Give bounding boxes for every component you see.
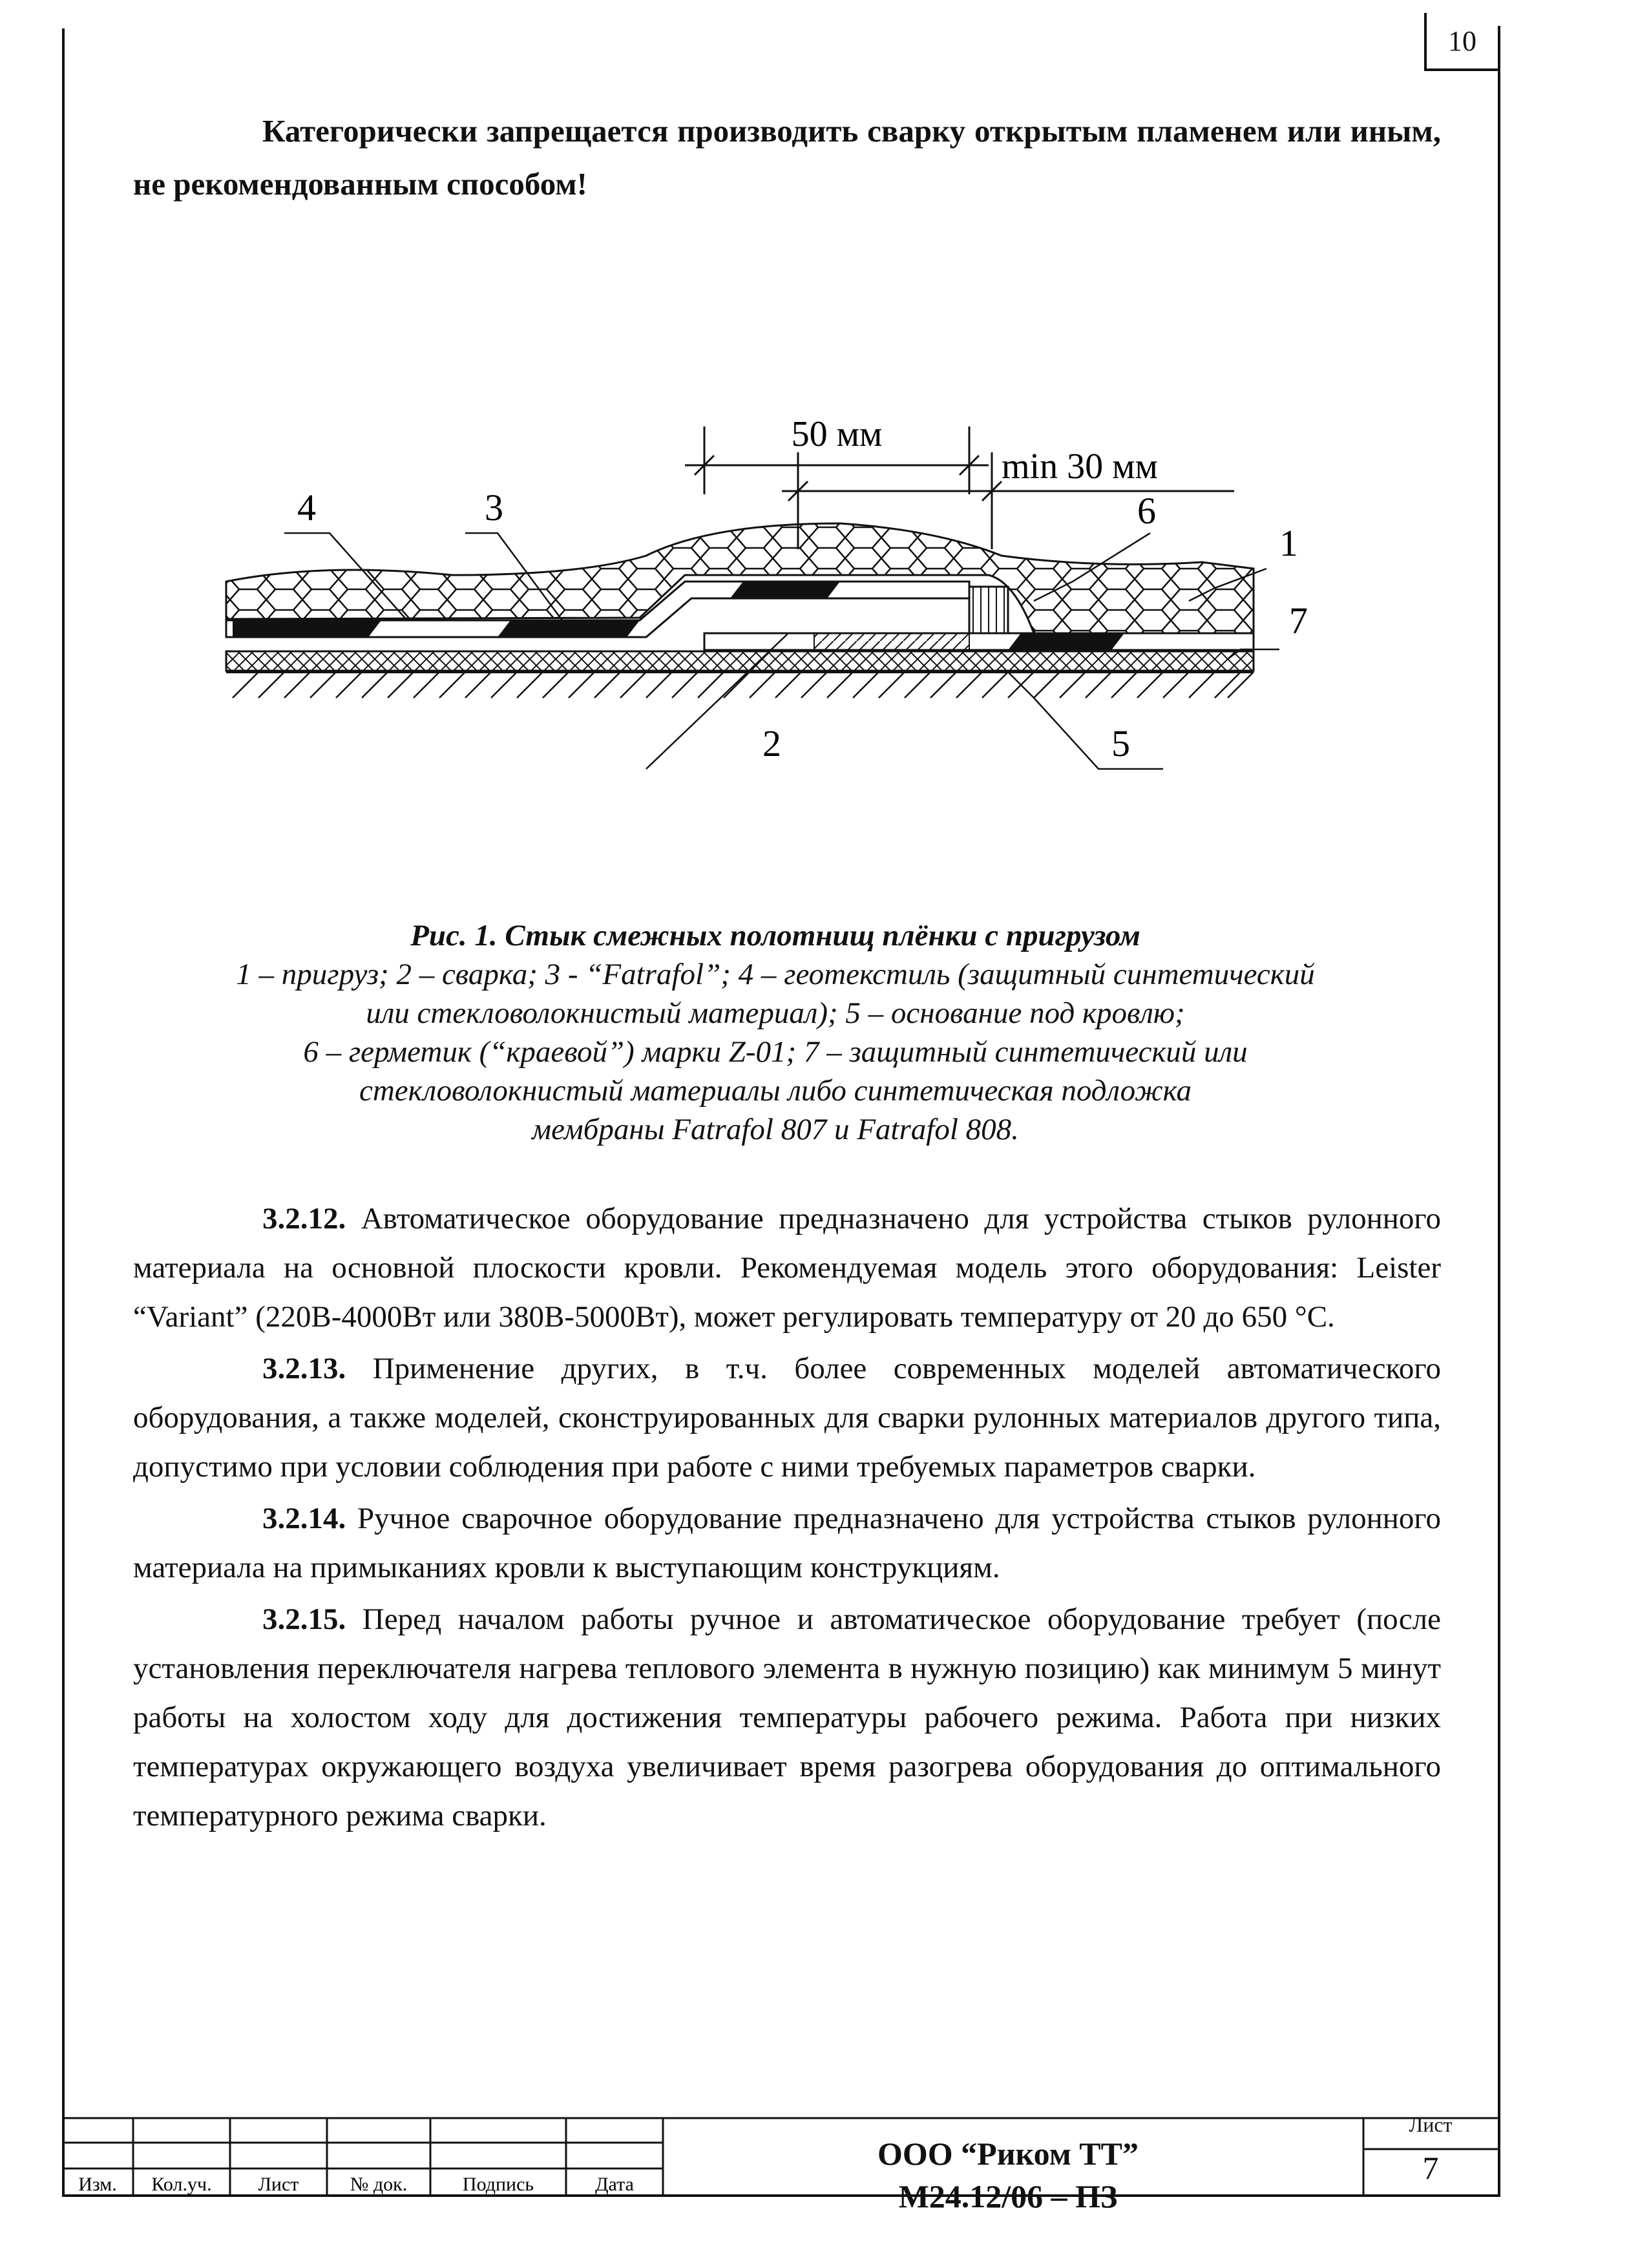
caption-line: мембраны Fatrafol 807 и Fatrafol 808. [532, 1113, 1019, 1146]
stamp-header-doc: № док. [350, 2174, 408, 2195]
paragraph-3-2-12 [133, 1194, 1441, 1341]
paragraph-text: Применение других, в т.ч. более современных моделей автоматического оборудования, а также моделей, сконструированных для сварки рулонных материалов другого типа, допустимо при условии соблюдения при работе с ними требуемых параметров сварки. [133, 1352, 1441, 1484]
sheet-label: Лист [1409, 2113, 1453, 2136]
label-5: 5 [1111, 722, 1130, 764]
body-text [133, 1194, 1441, 1840]
organization-block [666, 2132, 1350, 2218]
paragraph-number: 3.2.14. [262, 1502, 346, 1535]
label-7: 7 [1289, 600, 1308, 642]
stamp-header-list: Лист [258, 2174, 299, 2195]
caption-line: 1 – пригруз; 2 – сварка; 3 - “Fatrafol”; 4 – геотекстиль (защитный синтетический [236, 958, 1315, 991]
document-code: М24.12/06 – ПЗ [898, 2178, 1118, 2214]
organization-name: ООО “Риком ТТ” [877, 2136, 1139, 2172]
stamp-header-kol: Кол.уч. [151, 2174, 212, 2195]
label-6: 6 [1137, 490, 1156, 532]
paragraph-number: 3.2.12. [262, 1202, 346, 1235]
frame-right-border [1498, 26, 1500, 2197]
caption-line: стекловолокнистый материалы либо синтетическая подложка [359, 1074, 1192, 1108]
page-number: 10 [1448, 25, 1476, 57]
dimension-50mm-label: 50 мм [791, 414, 883, 454]
label-4: 4 [297, 487, 316, 529]
paragraph-text: Ручное сварочное оборудование предназначено для устройства стыков рулонного материала на примыканиях кровли к выступающим конструкциям. [133, 1502, 1441, 1584]
paragraph-3-2-13 [133, 1344, 1441, 1491]
joint-diagram [194, 362, 1460, 814]
stamp-header-sign: Подпись [462, 2174, 534, 2195]
caption-line: или стекловолокнистый материал); 5 – основание под кровлю; [366, 996, 1185, 1030]
paragraph-text: Автоматическое оборудование предназначено для устройства стыков рулонного материала на основной плоскости кровли. Рекомендуемая модель этого оборудования: Leister “Variant” (220В-4000Вт или 380В-5000Вт), может регулировать температуру от 20 до 650 °С. [133, 1202, 1441, 1334]
caption-line: 6 – герметик (“краевой”) марки Z-01; 7 – защитный синтетический или [303, 1035, 1248, 1069]
sealant [969, 587, 1008, 633]
stamp-header-date: Дата [595, 2174, 634, 2195]
stamp-header-izm: Изм. [78, 2174, 117, 2195]
protective-layer [226, 651, 1254, 671]
sheet-number: 7 [1422, 2150, 1439, 2186]
warning-text: Категорически запрещается производить сварку открытым пламенем или иным, не рекомендованным способом! [133, 113, 1441, 202]
dimension-min30mm-label: min 30 мм [1002, 446, 1158, 487]
label-1: 1 [1279, 522, 1298, 564]
geotextile-ballast [226, 523, 1254, 633]
frame-left-border [62, 28, 65, 2197]
paragraph-number: 3.2.13. [262, 1352, 346, 1385]
label-2: 2 [762, 722, 781, 764]
figure-caption [194, 916, 1357, 1149]
paragraph-text: Перед началом работы ручное и автоматическое оборудование требует (после установления переключателя нагрева теплового элемента в нужную позицию) как минимум 5 минут работы на холостом ходу для достижения температуры рабочего режима. Работа при низких температурах окружающего воздуха увеличивает время разогрева оборудования до оптимального температурного режима сварки. [133, 1602, 1441, 1832]
roof-base [226, 672, 1254, 698]
paragraph-3-2-15 [133, 1595, 1441, 1840]
label-3: 3 [485, 487, 503, 529]
paragraph-number: 3.2.15. [262, 1602, 346, 1636]
page-number-box [1424, 13, 1498, 71]
paragraph-3-2-14 [133, 1494, 1441, 1592]
caption-title: Рис. 1. Стык смежных полотнищ плёнки с пригрузом [410, 919, 1140, 952]
